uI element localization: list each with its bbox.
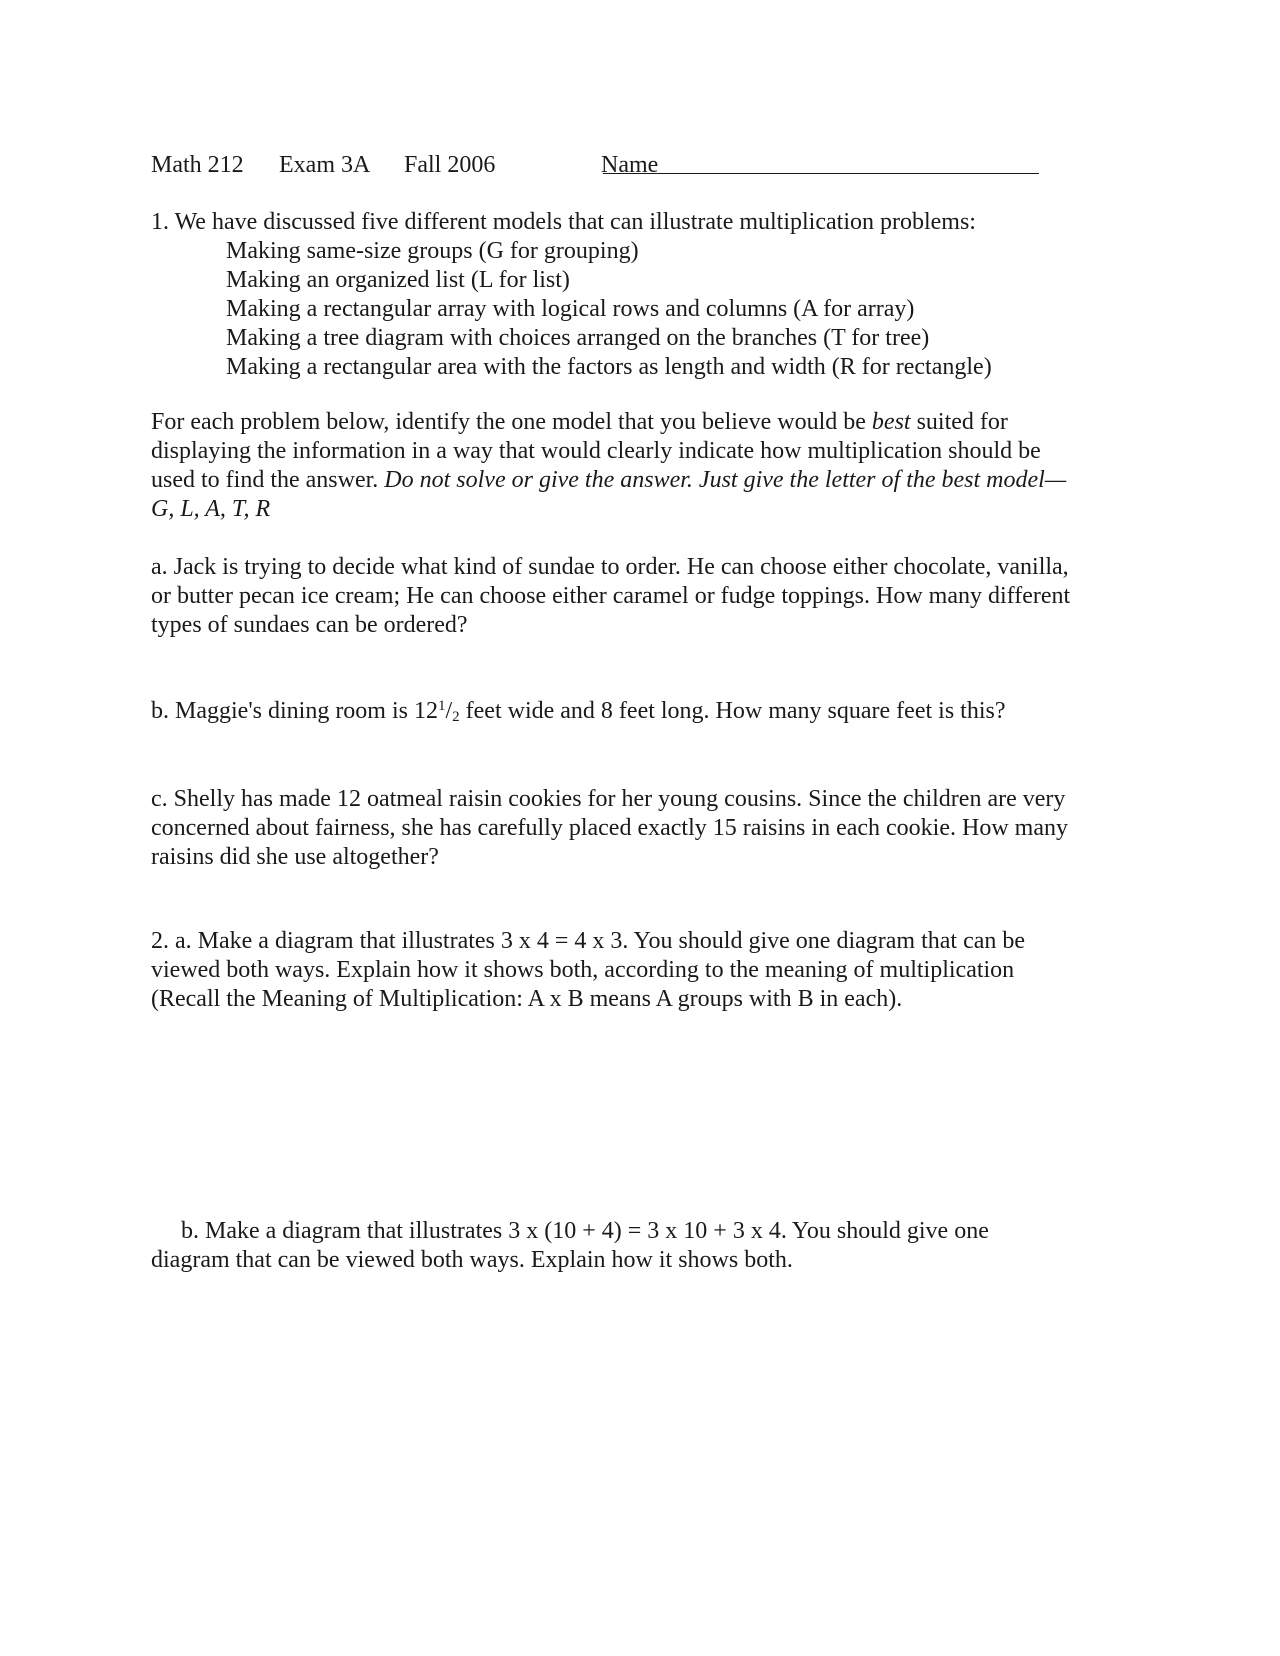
question-2a-line: 2. a. Make a diagram that illustrates 3 x 4 = 4 x 3. You should give one diagram that can be xyxy=(151,928,1026,954)
instructions-emphasis: best xyxy=(871,409,911,435)
instructions-text: suited for xyxy=(910,409,1008,435)
exam-header xyxy=(151,151,1131,181)
question-1a-line: a. Jack is trying to decide what kind of sundae to order. He can choose either chocolate, vanilla, xyxy=(151,554,1069,580)
question-2a xyxy=(151,927,1131,1014)
model-item: Making a rectangular area with the factors as length and width (R for rectangle) xyxy=(226,354,992,380)
question-1-intro: 1. We have discussed five different models that can illustrate multiplication problems: xyxy=(151,209,976,235)
model-item: Making a tree diagram with choices arranged on the branches (T for tree) xyxy=(226,325,930,351)
question-1 xyxy=(151,208,1131,382)
question-2a-line: viewed both ways. Explain how it shows both, according to the meaning of multiplication xyxy=(151,957,1015,983)
question-1b-line xyxy=(151,697,1131,726)
instructions-text: used to find the answer. xyxy=(151,467,385,493)
question-1b xyxy=(151,697,1131,726)
instructions-emphasis: G, L, A, T, R xyxy=(151,496,271,522)
question-1c-line: concerned about fairness, she has carefully placed exactly 15 raisins in each cookie. How many xyxy=(151,815,1068,841)
term-label: Fall 2006 xyxy=(404,152,496,178)
instructions-line: displaying the information in a way that would clearly indicate how multiplication should be xyxy=(151,438,1041,464)
course-label: Math 212 xyxy=(151,152,244,178)
fraction-denominator: 2 xyxy=(452,709,460,725)
instructions-line xyxy=(151,466,1131,495)
question-2a-line: (Recall the Meaning of Multiplication: A x B means A groups with B in each). xyxy=(151,986,903,1012)
question-1c-line: raisins did she use altogether? xyxy=(151,844,439,870)
instructions-line xyxy=(151,495,1131,524)
question-1b-text: b. Maggie's dining room is 12 xyxy=(151,698,438,724)
instructions-line xyxy=(151,408,1131,437)
question-1a-line: or butter pecan ice cream; He can choose either caramel or fudge toppings. How many different xyxy=(151,583,1071,609)
question-2b xyxy=(151,1217,1131,1275)
model-item: Making a rectangular array with logical rows and columns (A for array) xyxy=(226,296,915,322)
question-1c-line: c. Shelly has made 12 oatmeal raisin cookies for her young cousins. Since the children are very xyxy=(151,786,1066,812)
instructions-text: For each problem below, identify the one model that you believe would be xyxy=(151,409,872,435)
fraction-numerator: 1 xyxy=(437,698,446,714)
question-2b-line: diagram that can be viewed both ways. Explain how it shows both. xyxy=(151,1247,793,1273)
name-blank-line xyxy=(603,151,1039,174)
name-label: Name xyxy=(601,152,659,178)
question-1a xyxy=(151,553,1131,640)
question-1-instructions xyxy=(151,408,1131,524)
instructions-emphasis: Do not solve or give the answer. Just give the letter of the best model— xyxy=(384,467,1067,493)
fraction-one-half xyxy=(438,698,460,724)
fraction-slash: / xyxy=(445,698,453,724)
exam-label: Exam 3A xyxy=(279,152,371,178)
question-1b-text: feet wide and 8 feet long. How many square feet is this? xyxy=(459,698,1006,724)
question-1a-line: types of sundaes can be ordered? xyxy=(151,612,468,638)
model-item: Making an organized list (L for list) xyxy=(226,267,570,293)
question-2b-line: b. Make a diagram that illustrates 3 x (10 + 4) = 3 x 10 + 3 x 4. You should give one xyxy=(181,1218,989,1244)
question-1c xyxy=(151,785,1131,872)
model-item: Making same-size groups (G for grouping) xyxy=(226,238,639,264)
